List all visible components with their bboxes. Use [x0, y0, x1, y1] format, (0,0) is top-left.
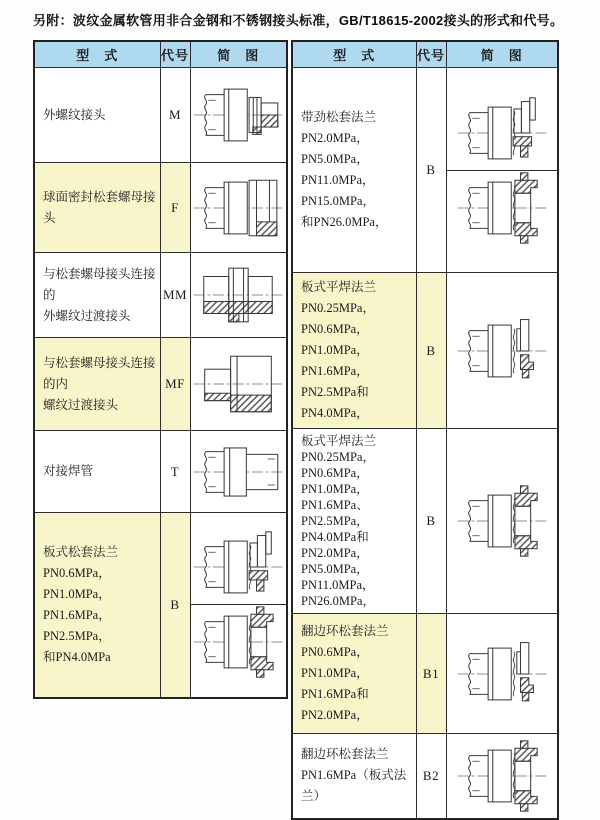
diagram-cell [190, 68, 287, 163]
type-cell [34, 431, 160, 513]
type-text: PN0.25MPa，PN0.6MPa， [301, 301, 375, 336]
type-cell [292, 68, 416, 273]
type-text: PN0.6MPa，PN1.0MPa， [301, 645, 369, 680]
code-cell: B [160, 513, 190, 698]
type-text: PN2.5MPa，PN4.0MPa和 [301, 514, 369, 544]
table-row [34, 68, 287, 163]
fitting-table-left [33, 40, 288, 699]
fitting-diagram [447, 484, 558, 558]
type-cell [292, 273, 416, 429]
fitting-table-right [291, 40, 559, 820]
fitting-diagram [191, 78, 287, 152]
type-cell [292, 614, 416, 734]
type-text: PN11.0MPa，PN26.0MPa， [301, 578, 375, 608]
diagram-cell [446, 614, 558, 734]
diagram-cell [446, 429, 558, 614]
code-cell: T [160, 431, 190, 513]
type-text: PN1.6MPa，PN2.5MPa， [43, 607, 111, 643]
type-text: 和PN4.0MPa [43, 649, 111, 664]
header-diagram: 简 图 [446, 41, 558, 68]
table-row [34, 513, 287, 698]
fitting-diagram [447, 170, 558, 245]
table-row [34, 338, 287, 431]
table-header-row [34, 41, 287, 68]
code-cell: B [416, 273, 446, 429]
fitting-diagram [447, 96, 558, 170]
diagram-cell [190, 431, 287, 513]
fitting-diagram [447, 739, 558, 813]
type-text: PN1.0MPa，PN1.6MPa， [301, 343, 369, 378]
type-cell [292, 734, 416, 819]
type-text: PN2.0MPa，PN5.0MPa， [301, 546, 369, 576]
code-cell: B2 [416, 734, 446, 819]
type-text: 外螺纹接头 [43, 107, 106, 122]
diagram-cell [190, 338, 287, 431]
page-title: 另附：波纹金属软管用非合金钢和不锈钢接头标准，GB/T18615-2002接头的形式和代号。 [33, 13, 564, 28]
type-text: 板式平焊法兰 [301, 434, 377, 448]
type-cell [34, 338, 160, 431]
fitting-diagram [447, 637, 558, 711]
type-text: PN1.6MPa（板式法兰） [301, 768, 407, 804]
fitting-diagram [191, 530, 287, 604]
header-type: 型 式 [34, 41, 160, 68]
type-text: 翻边环松套法兰 [301, 624, 389, 638]
fitting-diagram [191, 604, 287, 679]
fittings-table-pair [33, 40, 559, 820]
diagram-cell [446, 273, 558, 429]
code-cell: F [160, 163, 190, 253]
table-row [292, 68, 558, 273]
code-cell: B [416, 68, 446, 273]
type-text: PN11.0MPa，PN15.0MPa， [301, 173, 375, 208]
diagram-cell [190, 253, 287, 338]
table-row [34, 163, 287, 253]
fitting-diagram [191, 171, 287, 245]
table-row [292, 273, 558, 429]
code-cell: B [416, 429, 446, 614]
type-cell [292, 429, 416, 614]
type-text: 带劲松套法兰 [301, 110, 377, 124]
table-row [292, 734, 558, 819]
code-cell: M [160, 68, 190, 163]
header-code: 代号 [160, 41, 190, 68]
fitting-diagram [447, 314, 558, 388]
code-cell: MM [160, 253, 190, 338]
type-text: 螺纹过渡接头 [43, 397, 119, 412]
type-cell [34, 513, 160, 698]
type-text: 与松套螺母接头连接的内 [43, 355, 156, 391]
type-text: PN2.5MPa和PN4.0MPa， [301, 385, 369, 420]
diagram-cell [446, 68, 558, 273]
table-row [34, 431, 287, 513]
diagram-cell [190, 163, 287, 253]
diagram-cell [190, 513, 287, 698]
type-cell [34, 253, 160, 338]
table-row [292, 429, 558, 614]
code-cell: MF [160, 338, 190, 431]
type-text: 对接焊管 [43, 464, 94, 478]
type-cell [34, 163, 160, 253]
type-text: 和PN26.0MPa， [301, 215, 388, 229]
type-text: 与松套螺母接头连接的 [43, 266, 156, 302]
type-cell [34, 68, 160, 163]
fitting-diagram [191, 258, 287, 332]
type-text: PN1.6MPa和PN2.0MPa， [301, 687, 369, 722]
type-text: 外螺纹过渡接头 [43, 308, 131, 323]
table-header-row [292, 41, 558, 68]
code-cell: B1 [416, 614, 446, 734]
type-text: PN1.0MPa，PN1.6MPa、 [301, 482, 369, 512]
header-type: 型 式 [292, 41, 416, 68]
header-code: 代号 [416, 41, 446, 68]
type-text: 球面密封松套螺母接头 [43, 189, 156, 225]
type-text: PN0.25MPa，PN0.6MPa， [301, 450, 375, 480]
table-row [34, 253, 287, 338]
type-text: 板式松套法兰 [43, 544, 119, 559]
diagram-cell [446, 734, 558, 819]
header-diagram: 简 图 [190, 41, 287, 68]
type-text: PN0.6MPa，PN1.0MPa， [43, 565, 111, 601]
fitting-diagram [191, 347, 287, 421]
type-text: 翻边环松套法兰 [301, 747, 389, 762]
fitting-diagram [191, 435, 287, 509]
type-text: PN2.0MPa，PN5.0MPa， [301, 131, 369, 166]
type-text: 板式平焊法兰 [301, 280, 377, 294]
table-row [292, 614, 558, 734]
